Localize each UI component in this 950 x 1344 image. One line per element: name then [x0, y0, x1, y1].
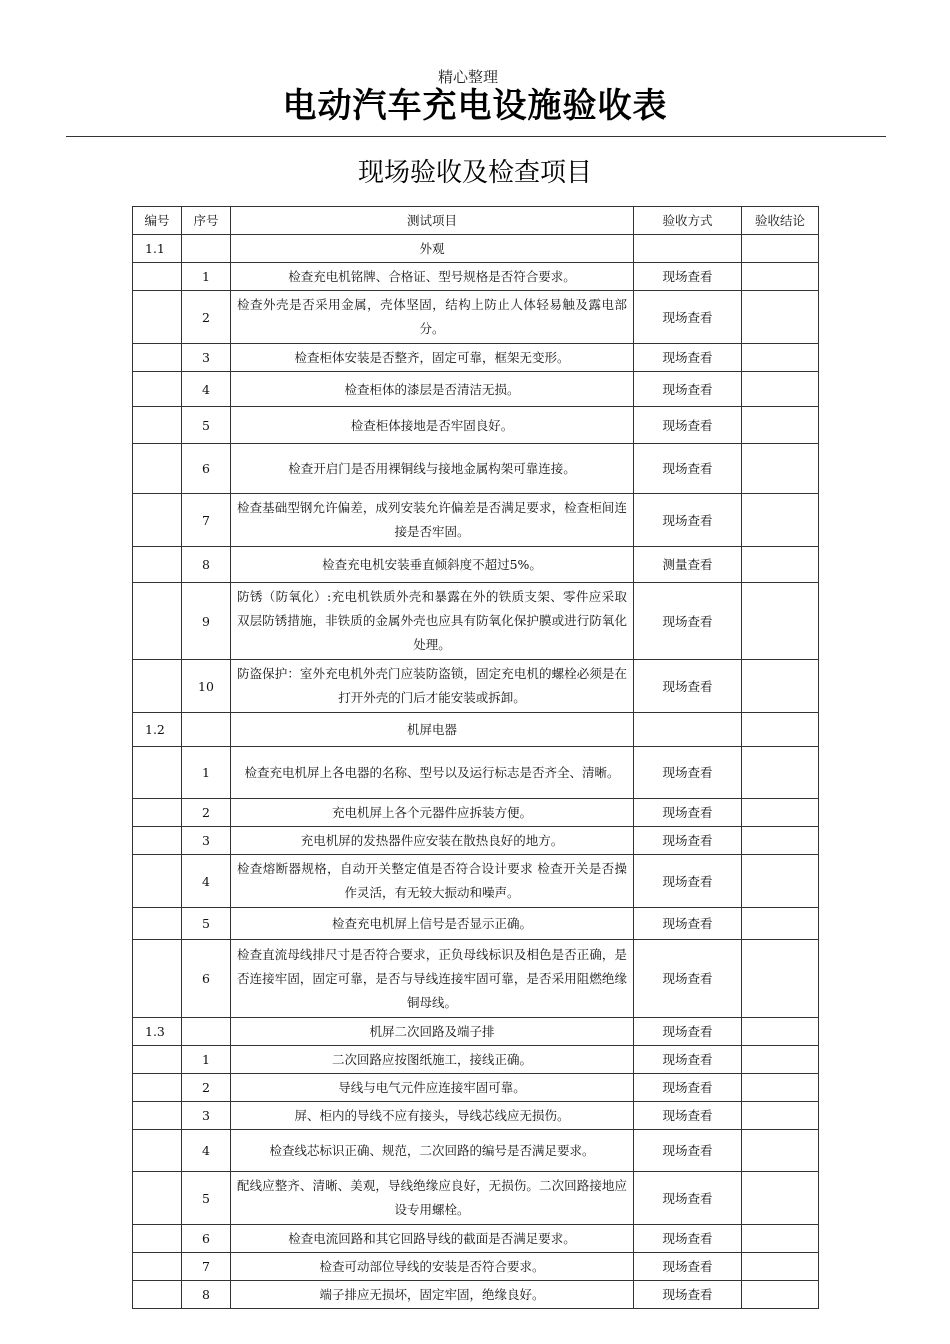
group-code: 1.2 — [133, 713, 182, 747]
row-item: 检查柜体的漆层是否清洁无损。 — [231, 372, 634, 407]
row-item: 检查线芯标识正确、规范，二次回路的编号是否满足要求。 — [231, 1130, 634, 1172]
row-method: 现场查看 — [634, 1130, 742, 1172]
row-item: 充电机屏的发热器件应安装在散热良好的地方。 — [231, 827, 634, 855]
row-item: 检查基础型钢允许偏差，成列安装允许偏差是否满足要求，检查柜间连接是否牢固。 — [231, 494, 634, 547]
row-method: 现场查看 — [634, 444, 742, 494]
group-method — [634, 713, 742, 747]
row-seq: 3 — [182, 1102, 231, 1130]
row-seq: 3 — [182, 827, 231, 855]
section-title: 现场验收及检查项目 — [357, 158, 592, 188]
row-seq: 1 — [182, 747, 231, 799]
row-seq: 4 — [182, 372, 231, 407]
group-title: 外观 — [231, 235, 634, 263]
row-seq: 1 — [182, 1046, 231, 1074]
result-cell[interactable] — [742, 444, 819, 494]
table-row — [133, 1281, 819, 1309]
row-seq: 6 — [182, 1225, 231, 1253]
row-item: 防锈（防氧化）:充电机铁质外壳和暴露在外的铁质支架、零件应采取双层防锈措施，非铁质的金属外壳也应具有防氧化保护膜或进行防氧化处理。 — [231, 583, 634, 660]
column-header-seq: 序号 — [182, 207, 231, 235]
group-row — [133, 713, 819, 747]
row-seq: 6 — [182, 940, 231, 1018]
table-row — [133, 1172, 819, 1225]
row-item: 检查充电机屏上各电器的名称、型号以及运行标志是否齐全、清晰。 — [231, 747, 634, 799]
result-cell[interactable] — [742, 908, 819, 940]
result-cell[interactable] — [742, 713, 819, 747]
result-cell[interactable] — [742, 583, 819, 660]
acceptance-table — [132, 206, 819, 1309]
row-item: 二次回路应按图纸施工，接线正确。 — [231, 1046, 634, 1074]
row-method: 现场查看 — [634, 407, 742, 444]
table-row — [133, 444, 819, 494]
result-cell[interactable] — [742, 1281, 819, 1309]
result-cell[interactable] — [742, 747, 819, 799]
row-seq: 4 — [182, 1130, 231, 1172]
row-item: 检查充电机安装垂直倾斜度不超过5%。 — [231, 547, 634, 583]
group-method: 现场查看 — [634, 1018, 742, 1046]
row-method: 现场查看 — [634, 1102, 742, 1130]
table-row — [133, 940, 819, 1018]
row-item: 检查柜体接地是否牢固良好。 — [231, 407, 634, 444]
result-cell[interactable] — [742, 494, 819, 547]
result-cell[interactable] — [742, 660, 819, 713]
result-cell[interactable] — [742, 1018, 819, 1046]
column-header-result: 验收结论 — [742, 207, 819, 235]
result-cell[interactable] — [742, 1225, 819, 1253]
result-cell[interactable] — [742, 799, 819, 827]
table-row — [133, 1225, 819, 1253]
row-method: 现场查看 — [634, 372, 742, 407]
row-seq: 7 — [182, 494, 231, 547]
table-row — [133, 827, 819, 855]
row-method: 现场查看 — [634, 583, 742, 660]
row-item: 检查柜体安装是否整齐，固定可靠，框架无变形。 — [231, 344, 634, 372]
row-method: 测量查看 — [634, 547, 742, 583]
result-cell[interactable] — [742, 291, 819, 344]
table-row — [133, 583, 819, 660]
row-seq: 2 — [182, 799, 231, 827]
result-cell[interactable] — [742, 940, 819, 1018]
group-code: 1.1 — [133, 235, 182, 263]
row-seq: 10 — [182, 660, 231, 713]
result-cell[interactable] — [742, 827, 819, 855]
row-method: 现场查看 — [634, 263, 742, 291]
table-row — [133, 1046, 819, 1074]
table-row — [133, 908, 819, 940]
row-method: 现场查看 — [634, 747, 742, 799]
table-row — [133, 1130, 819, 1172]
row-item: 导线与电气元件应连接牢固可靠。 — [231, 1074, 634, 1102]
table-header-row — [133, 207, 819, 235]
row-method: 现场查看 — [634, 494, 742, 547]
row-method: 现场查看 — [634, 940, 742, 1018]
row-item: 检查开启门是否用裸铜线与接地金属构架可靠连接。 — [231, 444, 634, 494]
table-row — [133, 372, 819, 407]
row-item: 检查充电机屏上信号是否显示正确。 — [231, 908, 634, 940]
row-seq: 7 — [182, 1253, 231, 1281]
row-method: 现场查看 — [634, 799, 742, 827]
row-item: 屏、柜内的导线不应有接头，导线芯线应无损伤。 — [231, 1102, 634, 1130]
row-seq: 9 — [182, 583, 231, 660]
result-cell[interactable] — [742, 263, 819, 291]
result-cell[interactable] — [742, 372, 819, 407]
watermark-text: 精心整理 — [438, 68, 499, 86]
table-row — [133, 747, 819, 799]
group-method — [634, 235, 742, 263]
row-item: 检查熔断器规格，自动开关整定值是否符合设计要求 检查开关是否操作灵活，有无较大振动和噪声。 — [231, 855, 634, 908]
row-item: 检查直流母线排尺寸是否符合要求，正负母线标识及相色是否正确，是否连接牢固，固定可靠，是否与导线连接牢固可靠，是否采用阻燃绝缘铜母线。 — [231, 940, 634, 1018]
row-method: 现场查看 — [634, 291, 742, 344]
row-seq: 6 — [182, 444, 231, 494]
row-item: 端子排应无损坏，固定牢固，绝缘良好。 — [231, 1281, 634, 1309]
column-header-method: 验收方式 — [634, 207, 742, 235]
result-cell[interactable] — [742, 407, 819, 444]
group-title: 机屏二次回路及端子排 — [231, 1018, 634, 1046]
row-method: 现场查看 — [634, 1046, 742, 1074]
row-seq: 2 — [182, 1074, 231, 1102]
row-method: 现场查看 — [634, 344, 742, 372]
result-cell[interactable] — [742, 344, 819, 372]
row-item: 充电机屏上各个元器件应拆装方便。 — [231, 799, 634, 827]
row-seq: 5 — [182, 407, 231, 444]
group-title: 机屏电器 — [231, 713, 634, 747]
result-cell[interactable] — [742, 1102, 819, 1130]
result-cell[interactable] — [742, 1172, 819, 1225]
result-cell[interactable] — [742, 1046, 819, 1074]
result-cell[interactable] — [742, 235, 819, 263]
row-method: 现场查看 — [634, 908, 742, 940]
group-code: 1.3 — [133, 1018, 182, 1046]
row-item: 检查可动部位导线的安装是否符合要求。 — [231, 1253, 634, 1281]
row-seq: 4 — [182, 855, 231, 908]
table-row — [133, 855, 819, 908]
table-row — [133, 1253, 819, 1281]
row-method: 现场查看 — [634, 827, 742, 855]
result-cell[interactable] — [742, 855, 819, 908]
column-header-item: 测试项目 — [231, 207, 634, 235]
row-item: 检查外壳是否采用金属，壳体坚固，结构上防止人体轻易触及露电部分。 — [231, 291, 634, 344]
row-method: 现场查看 — [634, 855, 742, 908]
result-cell[interactable] — [742, 547, 819, 583]
row-item: 防盗保护：室外充电机外壳门应装防盗锁，固定充电机的螺栓必须是在打开外壳的门后才能安装或拆卸。 — [231, 660, 634, 713]
table-row — [133, 799, 819, 827]
row-method: 现场查看 — [634, 660, 742, 713]
title-divider — [66, 136, 886, 137]
row-seq: 5 — [182, 1172, 231, 1225]
row-seq: 1 — [182, 263, 231, 291]
row-method: 现场查看 — [634, 1074, 742, 1102]
row-seq: 2 — [182, 291, 231, 344]
group-row — [133, 235, 819, 263]
document-title: 电动汽车充电设施验收表 — [282, 86, 668, 126]
row-method: 现场查看 — [634, 1225, 742, 1253]
table-row — [133, 407, 819, 444]
row-seq: 8 — [182, 1281, 231, 1309]
column-header-code: 编号 — [133, 207, 182, 235]
row-item: 检查充电机铭牌、合格证、型号规格是否符合要求。 — [231, 263, 634, 291]
row-seq: 8 — [182, 547, 231, 583]
row-item: 检查电流回路和其它回路导线的截面是否满足要求。 — [231, 1225, 634, 1253]
row-method: 现场查看 — [634, 1253, 742, 1281]
table-row — [133, 344, 819, 372]
table-row — [133, 1102, 819, 1130]
table-row — [133, 660, 819, 713]
table-row — [133, 547, 819, 583]
row-seq: 3 — [182, 344, 231, 372]
result-cell[interactable] — [742, 1074, 819, 1102]
group-row — [133, 1018, 819, 1046]
result-cell[interactable] — [742, 1130, 819, 1172]
table-row — [133, 291, 819, 344]
row-item: 配线应整齐、清晰、美观，导线绝缘应良好，无损伤。二次回路接地应设专用螺栓。 — [231, 1172, 634, 1225]
result-cell[interactable] — [742, 1253, 819, 1281]
row-method: 现场查看 — [634, 1281, 742, 1309]
table-row — [133, 494, 819, 547]
table-row — [133, 1074, 819, 1102]
row-seq: 5 — [182, 908, 231, 940]
row-method: 现场查看 — [634, 1172, 742, 1225]
table-row — [133, 263, 819, 291]
